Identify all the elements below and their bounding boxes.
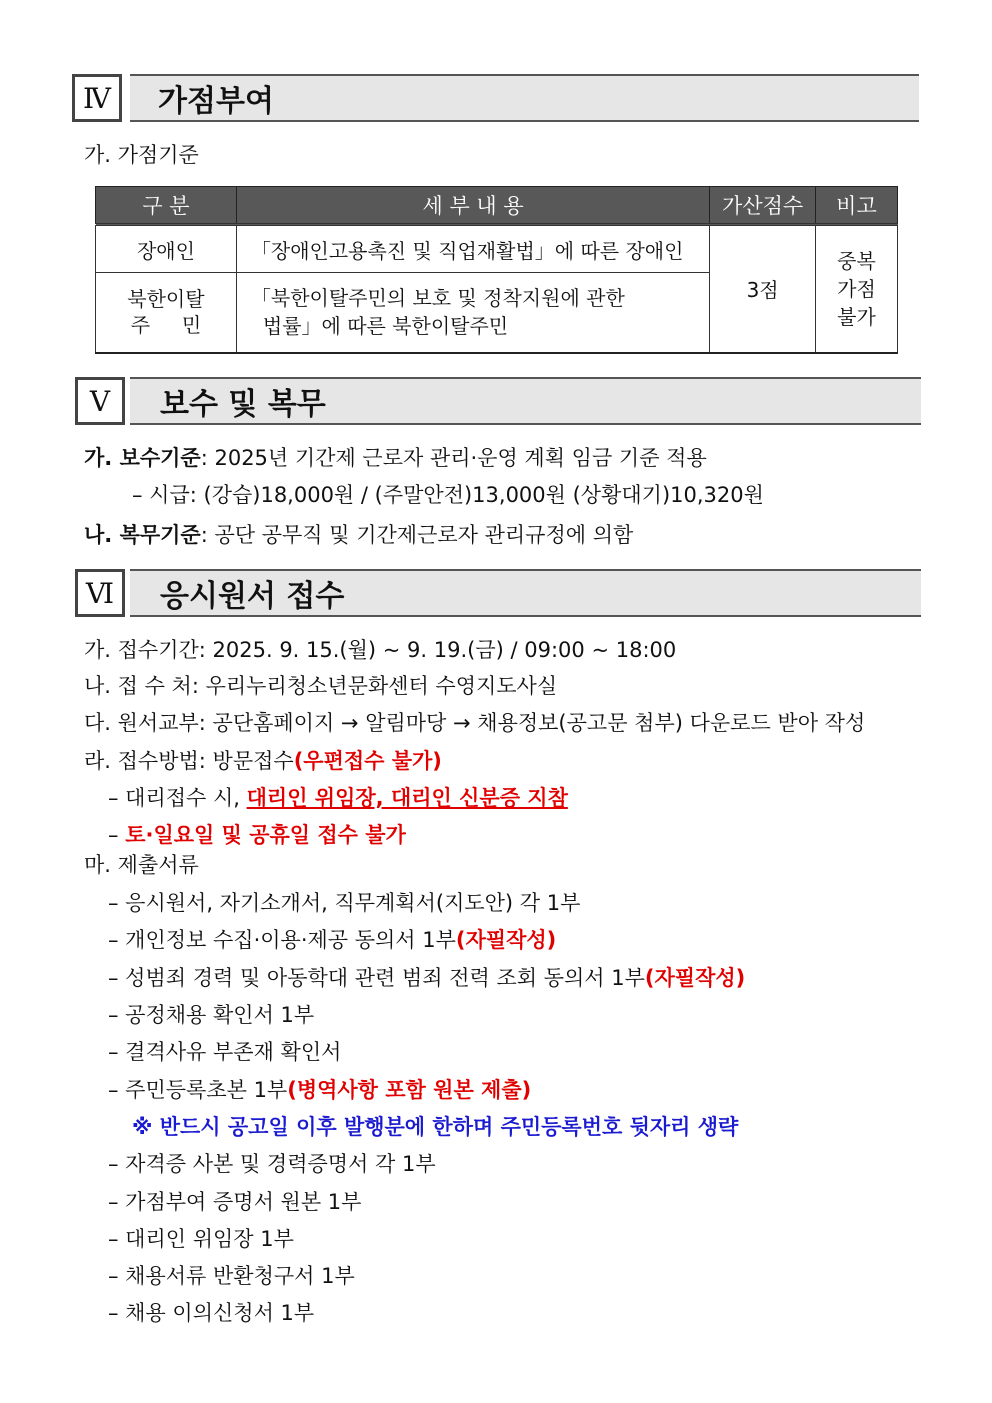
row-disabled-category: 장애인 <box>96 225 237 273</box>
row-defector-category-line1: 북한이탈 <box>127 287 205 312</box>
document-item <box>108 968 745 989</box>
document-item <box>108 1080 531 1101</box>
note-line-3: 불가 <box>837 304 876 329</box>
document-item-text: – 결격사유 부존재 확인서 <box>108 1040 342 1064</box>
section4-title-bar <box>130 74 919 122</box>
document-item: – 가점부여 증명서 원본 1부 <box>108 1190 362 1214</box>
document-item-note: (병역사항 포함 원본 제출) <box>287 1078 532 1102</box>
row-disabled-detail: 「장애인고용촉진 및 직업재활법」에 따른 장애인 <box>236 225 709 273</box>
application-form: 다. 원서교부: 공단홈페이지 → 알림마당 → 채용정보(공고문 첨부) 다운로드 받아 작성 <box>84 711 866 735</box>
pay-criteria <box>84 448 707 469</box>
document-item: – 대리인 위임장 1부 <box>108 1227 294 1251</box>
document-item: – 채용 이의신청서 1부 <box>108 1301 315 1325</box>
duty-criteria <box>84 525 633 546</box>
table-header-category: 구 분 <box>96 187 237 225</box>
table-header-note: 비고 <box>815 187 897 225</box>
documents-title: 마. 제출서류 <box>84 853 199 877</box>
document-item-note: (자필작성) <box>644 966 746 990</box>
row-defector-detail-line1: 「북한이탈주민의 보호 및 정착지원에 관한 <box>250 286 625 311</box>
application-place: 나. 접 수 처: 우리누리청소년문화센터 수영지도사실 <box>84 674 558 698</box>
pay-criteria-label: 가. 보수기준 <box>84 446 201 470</box>
holiday-notice-dash: – <box>108 823 126 847</box>
row-defector-category-line2: 주 민 <box>130 313 202 338</box>
section5-number: Ⅴ <box>75 377 125 425</box>
application-method-warning: (우편접수 불가) <box>293 749 442 773</box>
document-item: – 자격증 사본 및 경력증명서 각 1부 <box>108 1152 436 1176</box>
document-item: – 채용서류 반환청구서 1부 <box>108 1264 355 1288</box>
row-defector-detail <box>236 273 709 353</box>
document-item <box>108 1042 341 1063</box>
document-item-text: – 성범죄 경력 및 아동학대 관련 범죄 전력 조회 동의서 1부 <box>108 966 645 990</box>
row-defector-detail-line2: 법률」에 따른 북한이탈주민 <box>262 314 509 339</box>
note-line-2: 가점 <box>837 276 876 301</box>
score-cell: 3점 <box>710 225 816 353</box>
section6-title-bar <box>130 569 921 617</box>
proxy-application-requirement: 대리인 위임장, 대리인 신분증 지참 <box>246 786 568 810</box>
duty-criteria-label: 나. 복무기준 <box>84 523 201 547</box>
holiday-notice-text: 토·일요일 및 공휴일 접수 불가 <box>125 823 406 847</box>
document-item <box>108 893 580 914</box>
document-item-text: – 공정채용 확인서 1부 <box>108 1003 315 1027</box>
application-method-text: 라. 접수방법: 방문접수 <box>84 749 294 773</box>
row-defector-category <box>96 273 237 353</box>
wage-line: – 시급: (강습)18,000원 / (주말안전)13,000원 (상황대기)10,320원 <box>132 483 764 507</box>
proxy-application-text: – 대리접수 시, <box>108 786 247 810</box>
section4-number: Ⅳ <box>72 74 122 122</box>
section5-title: 보수 및 복무 <box>160 387 326 422</box>
section6-title: 응시원서 접수 <box>160 579 345 614</box>
document-item-note: (자필작성) <box>455 928 557 952</box>
pay-criteria-text: : 2025년 기간제 근로자 관리·운영 계획 임금 기준 적용 <box>200 446 707 470</box>
table-header-score: 가산점수 <box>710 187 816 225</box>
document-item-text: – 응시원서, 자기소개서, 직무계획서(지도안) 각 1부 <box>108 891 581 915</box>
application-period: 가. 접수기간: 2025. 9. 15.(월) ~ 9. 19.(금) / 09:00 ~ 18:00 <box>84 638 677 662</box>
section6-number: Ⅵ <box>75 569 125 617</box>
bonus-criteria-table <box>95 186 898 354</box>
table-header-detail: 세 부 내 용 <box>236 187 709 225</box>
section5-title-bar <box>130 377 921 425</box>
document-item <box>108 930 556 951</box>
document-item-text: – 주민등록초본 1부 <box>108 1078 288 1102</box>
section4-subtitle: 가. 가점기준 <box>84 143 199 167</box>
resident-register-notice: ※ 반드시 공고일 이후 발행분에 한하며 주민등록번호 뒷자리 생략 <box>132 1115 739 1139</box>
document-item-text: – 개인정보 수집·이용·제공 동의서 1부 <box>108 928 456 952</box>
document-item <box>108 1005 314 1026</box>
note-line-1: 중복 <box>837 248 876 273</box>
holiday-notice <box>108 825 406 846</box>
application-method <box>84 751 442 772</box>
note-cell <box>815 225 897 353</box>
section4-title: 가점부여 <box>158 84 274 119</box>
proxy-application <box>108 788 568 809</box>
duty-criteria-text: : 공단 공무직 및 기간제근로자 관리규정에 의함 <box>200 523 634 547</box>
